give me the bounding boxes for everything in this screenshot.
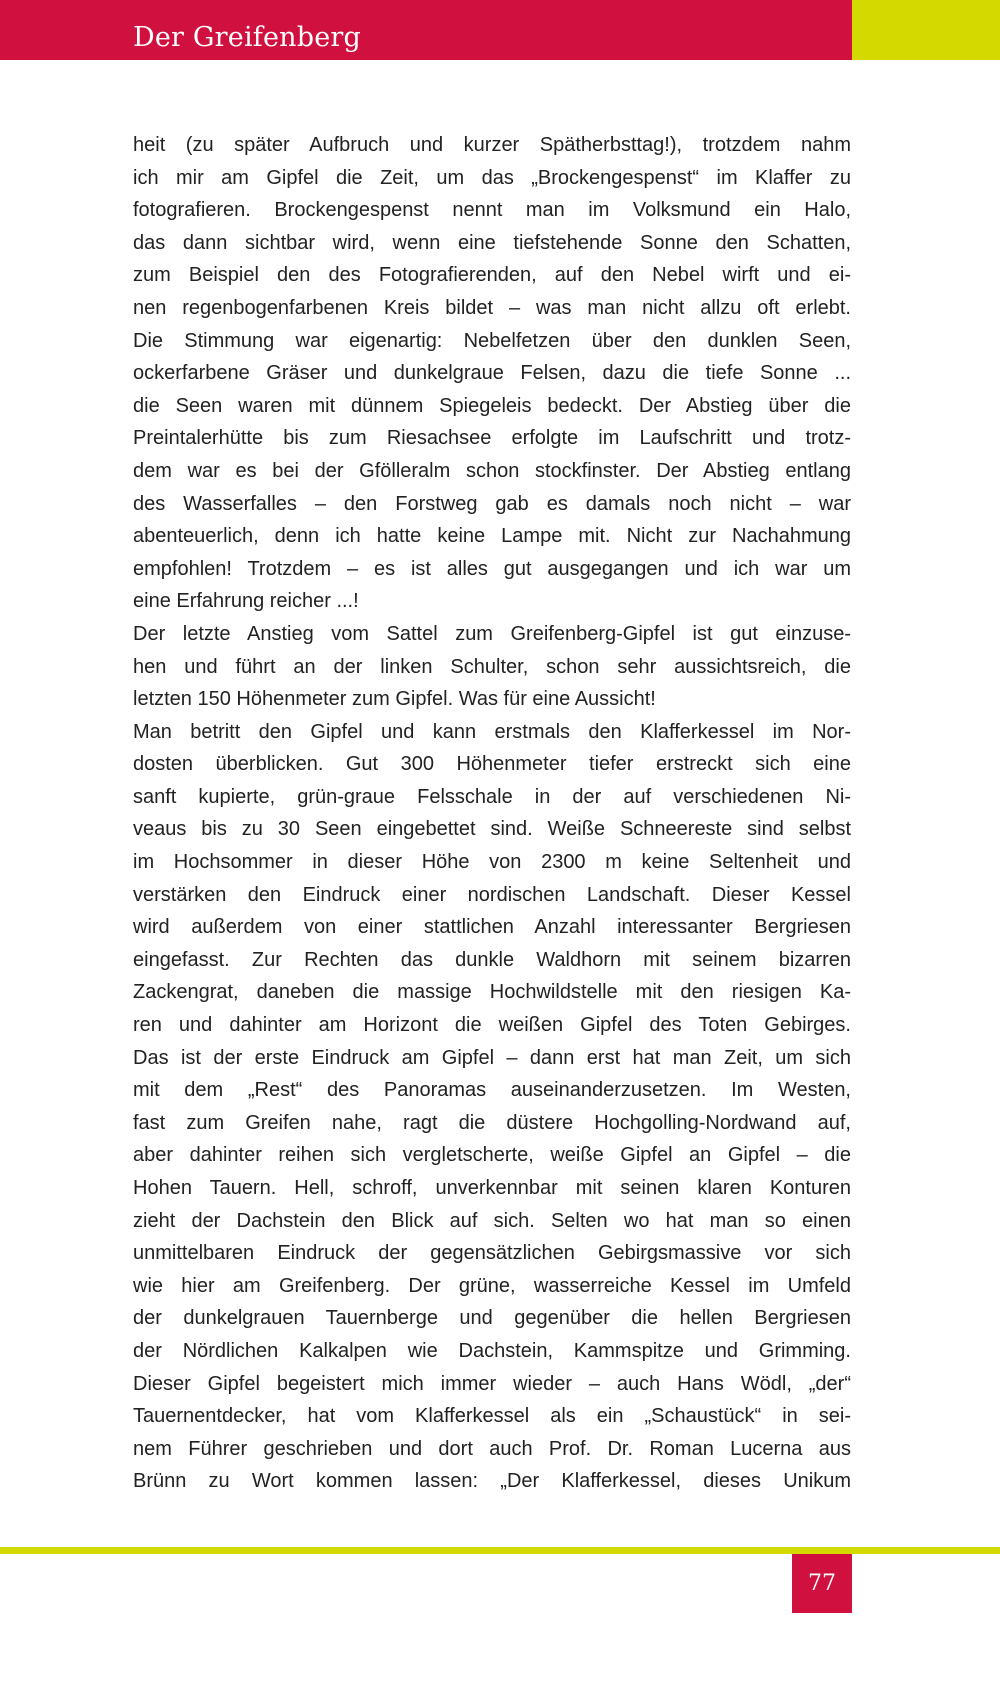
paragraph-2 [133, 618, 851, 716]
text-line: Tauernentdecker, hat vom Klafferkessel als ein „Schaustück“ in sei- [133, 1405, 851, 1428]
text-line: letzten 150 Höhenmeter zum Gipfel. Was für eine Aussicht! [133, 688, 656, 711]
text-line: fast zum Greifen nahe, ragt die düstere Hochgolling-Nordwand auf, [133, 1111, 851, 1134]
text-line: des Wasserfalles – den Forstweg gab es damals noch nicht – war [133, 492, 851, 515]
text-line: nen regenbogenfarbenen Kreis bildet – was man nicht allzu oft erlebt. [133, 296, 851, 319]
text-line: abenteuerlich, denn ich hatte keine Lampe mit. Nicht zur Nachahmung [133, 525, 851, 548]
text-line: mit dem „Rest“ des Panoramas auseinanderzusetzen. Im Westen, [133, 1079, 851, 1102]
paragraph-1 [133, 129, 851, 618]
text-line: nem Führer geschrieben und dort auch Prof. Dr. Roman Lucerna aus [133, 1437, 851, 1460]
text-line: dosten überblicken. Gut 300 Höhenmeter tiefer erstreckt sich eine [133, 753, 851, 776]
text-line: fotografieren. Brockengespenst nennt man im Volksmund ein Halo, [133, 199, 851, 222]
text-line: Dieser Gipfel begeistert mich immer wieder – auch Hans Wödl, „der“ [133, 1372, 851, 1395]
text-line: unmittelbaren Eindruck der gegensätzlichen Gebirgsmassive vor sich [133, 1242, 851, 1265]
text-line: heit (zu später Aufbruch und kurzer Spätherbsttag!), trotzdem nahm [133, 134, 851, 156]
text-line: hen und führt an der linken Schulter, schon sehr aussichtsreich, die [133, 655, 851, 678]
text-line: eingefasst. Zur Rechten das dunkle Waldhorn mit seinem bizarren [133, 948, 851, 971]
text-line: ockerfarbene Gräser und dunkelgraue Felsen, dazu die tiefe Sonne ... [133, 362, 851, 385]
text-line: im Hochsommer in dieser Höhe von 2300 m keine Seltenheit und [133, 851, 851, 874]
text-line: eine Erfahrung reicher ...! [133, 590, 359, 613]
header-accent-block [852, 0, 1000, 60]
running-header-title: Der Greifenberg [133, 22, 362, 53]
text-line: Preintalerhütte bis zum Riesachsee erfolgte im Laufschritt und trotz- [133, 427, 851, 450]
text-line: wird außerdem von einer stattlichen Anzahl interessanter Bergriesen [133, 916, 851, 939]
text-line: Zackengrat, daneben die massige Hochwildstelle mit den riesigen Ka- [133, 981, 851, 1004]
text-line: der dunkelgrauen Tauernberge und gegenüber die hellen Bergriesen [133, 1307, 851, 1330]
text-line: zum Beispiel den des Fotografierenden, auf den Nebel wirft und ei- [133, 264, 851, 287]
text-line: wie hier am Greifenberg. Der grüne, wasserreiche Kessel im Umfeld [133, 1274, 851, 1297]
text-line: Die Stimmung war eigenartig: Nebelfetzen über den dunklen Seen, [133, 329, 851, 352]
text-line: Das ist der erste Eindruck am Gipfel – dann erst hat man Zeit, um sich [133, 1046, 851, 1069]
text-line: aber dahinter reihen sich vergletscherte, weiße Gipfel an Gipfel – die [133, 1144, 851, 1167]
text-line: die Seen waren mit dünnem Spiegeleis bedeckt. Der Abstieg über die [133, 394, 851, 417]
text-line: der Nördlichen Kalkalpen wie Dachstein, Kammspitze und Grimming. [133, 1339, 851, 1362]
text-line: ren und dahinter am Horizont die weißen Gipfel des Toten Gebirges. [133, 1014, 851, 1037]
text-line: Der letzte Anstieg vom Sattel zum Greifenberg-Gipfel ist gut einzuse- [133, 622, 851, 645]
text-line: Man betritt den Gipfel und kann erstmals den Klafferkessel im Nor- [133, 720, 851, 743]
header-bar [0, 0, 852, 60]
text-line: das dann sichtbar wird, wenn eine tiefstehende Sonne den Schatten, [133, 231, 851, 254]
text-line: dem war es bei der Gfölleralm schon stockfinster. Der Abstieg entlang [133, 459, 851, 482]
text-line: empfohlen! Trotzdem – es ist alles gut ausgegangen und ich war um [133, 557, 851, 580]
page-number: 77 [808, 1571, 836, 1596]
page-number-box [792, 1554, 852, 1613]
footer-rule [0, 1547, 1000, 1554]
text-line: veaus bis zu 30 Seen eingebettet sind. Weiße Schneereste sind selbst [133, 818, 851, 841]
text-line: zieht der Dachstein den Blick auf sich. Selten wo hat man so einen [133, 1209, 851, 1232]
text-line: verstärken den Eindruck einer nordischen Landschaft. Dieser Kessel [133, 883, 851, 906]
body-text [133, 129, 851, 1498]
text-line: Brünn zu Wort kommen lassen: „Der Klafferkessel, dieses Unikum [133, 1470, 851, 1493]
paragraph-3 [133, 716, 851, 1498]
text-line: ich mir am Gipfel die Zeit, um das „Brockengespenst“ im Klaffer zu [133, 166, 851, 189]
text-line: Hohen Tauern. Hell, schroff, unverkennbar mit seinen klaren Konturen [133, 1177, 851, 1199]
text-line: sanft kupierte, grün-graue Felsschale in der auf verschiedenen Ni- [133, 785, 851, 808]
